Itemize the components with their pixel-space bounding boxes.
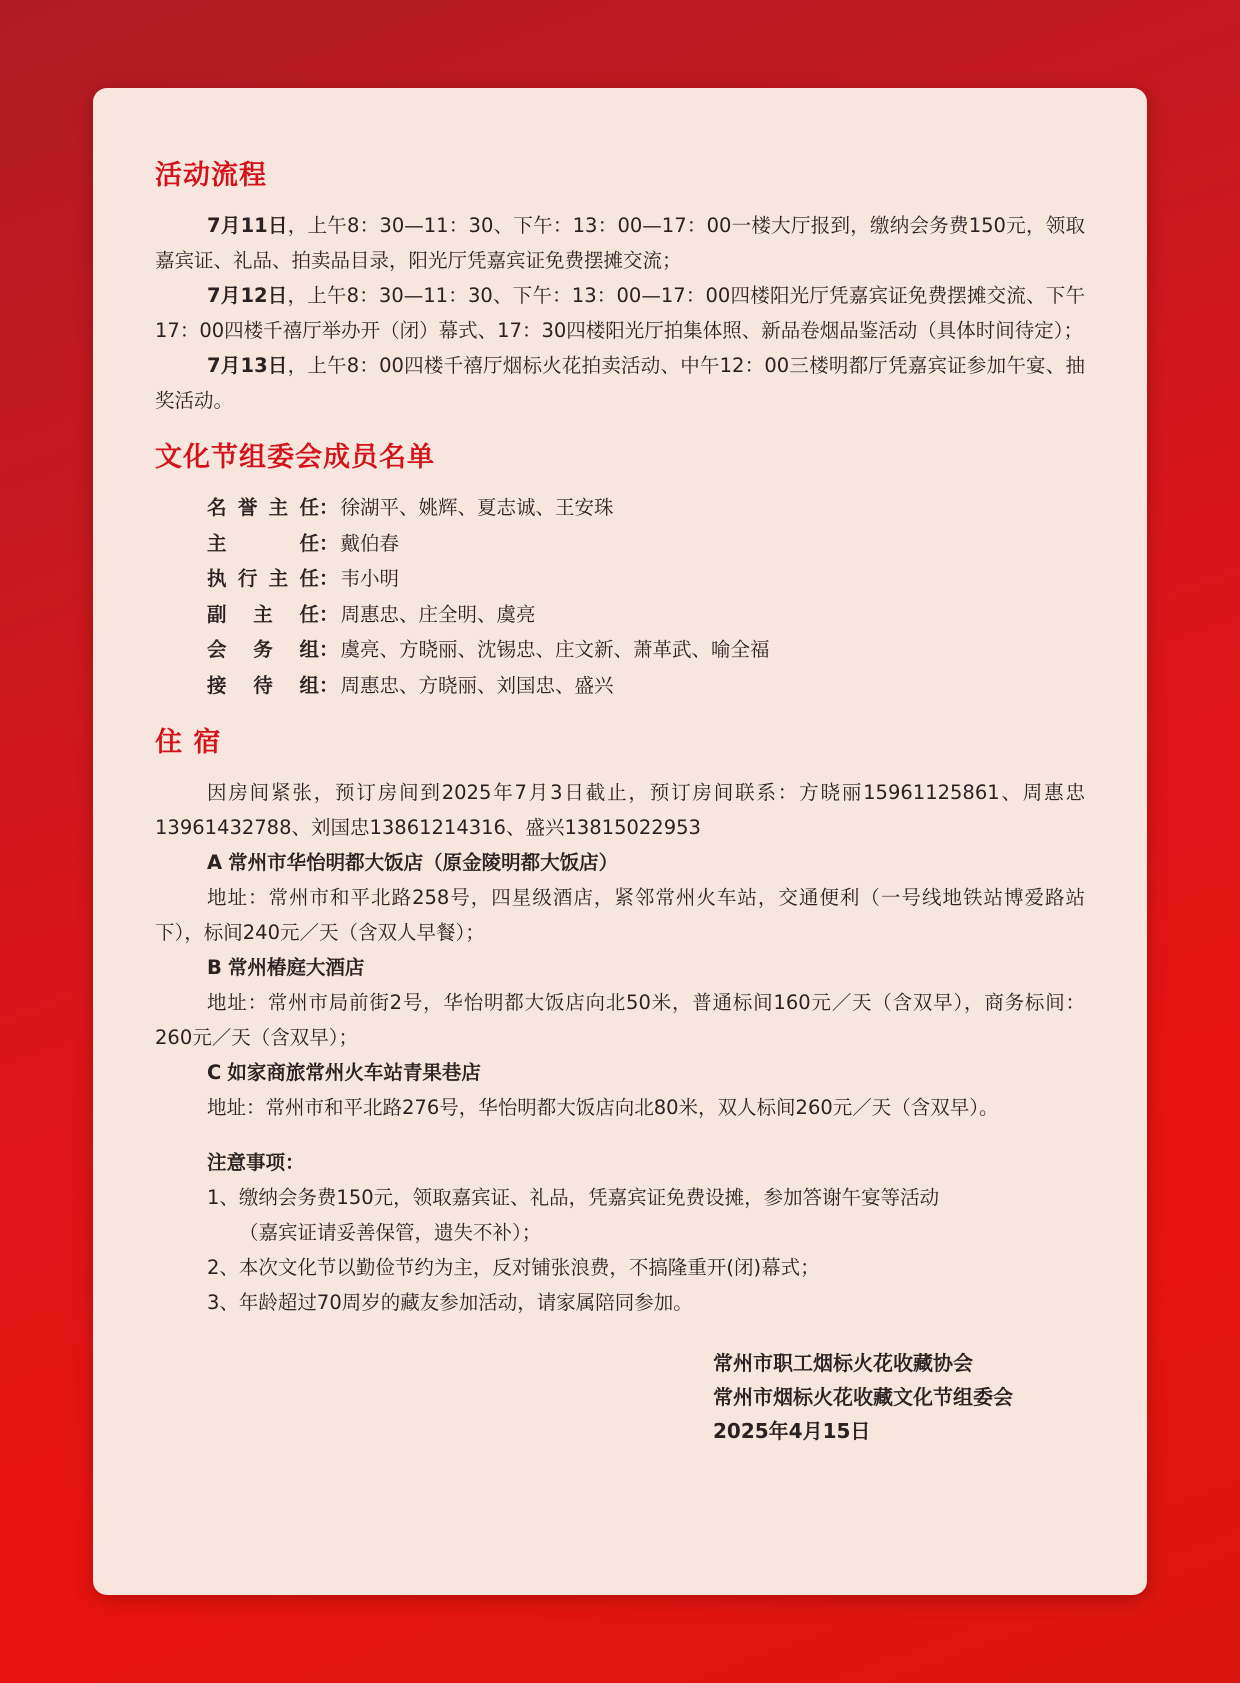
hotel-name (155, 1055, 1085, 1090)
member-role: 接待组 (207, 673, 319, 697)
member-colon: ： (319, 496, 339, 519)
member-role: 执行主任 (207, 567, 319, 590)
notice-item: 1、缴纳会务费150元，领取嘉宾证、礼品，凭嘉宾证免费设摊，参加答谢午宴等活动 (207, 1186, 940, 1209)
schedule-date: 7月12日 (207, 284, 288, 307)
committee-title: 文化节组委会成员名单 (155, 442, 435, 473)
signature-org: 常州市职工烟标火花收藏协会 (713, 1351, 973, 1375)
schedule-item (155, 208, 1085, 278)
signature-date: 2025年4月15日 (713, 1419, 871, 1443)
signature-block (713, 1346, 1013, 1448)
schedule-text: ，上午8：00四楼千禧厅烟标火花拍卖活动、中午12：00三楼明都厅凭嘉宾证参加午宴、抽奖活动。 (155, 354, 1085, 412)
member-names: 戴伯春 (340, 531, 400, 555)
hotel-name-text: 如家商旅常州火车站青果巷店 (227, 1061, 481, 1084)
member-colon: ： (319, 638, 339, 661)
signature-org: 常州市烟标火花收藏文化节组委会 (713, 1385, 1013, 1409)
notice-continuation: （嘉宾证请妥善保管，遗失不补）； (239, 1221, 542, 1244)
hotel-letter: C (207, 1061, 222, 1084)
committee-member-row (155, 526, 1085, 562)
committee-member-row (155, 632, 1085, 668)
hotel-letter: A (207, 851, 223, 874)
hotel-address: 地址：常州市局前街2号，华怡明都大饭店向北50米，普通标间160元／天（含双早），商务标间：260元／天（含双早）； (155, 991, 1085, 1049)
schedule-title: 活动流程 (155, 160, 267, 191)
notice-item: 3、年龄超过70周岁的藏友参加活动，请家属陪同参加。 (207, 1291, 693, 1314)
member-colon: ： (319, 531, 339, 555)
member-colon: ： (319, 567, 339, 590)
member-colon: ： (319, 602, 339, 626)
member-names: 徐湖平、姚辉、夏志诚、王安珠 (340, 496, 614, 519)
document-content (155, 158, 1085, 1320)
schedule-text: ，上午8：30—11：30、下午：13：00—17：00四楼阳光厅凭嘉宾证免费摆摊交流、下午17：00四楼千禧厅举办开（闭）幕式、17：30四楼阳光厅拍集体照、新品卷烟品鉴活动（具体时间待定）； (155, 284, 1085, 342)
member-names: 周惠忠、方晓丽、刘国忠、盛兴 (340, 673, 614, 697)
notice-item-continued (155, 1215, 1085, 1250)
schedule-item (155, 278, 1085, 348)
notice-title: 注意事项： (207, 1151, 305, 1174)
committee-member-row (155, 490, 1085, 526)
schedule-item (155, 348, 1085, 418)
document-card (93, 88, 1147, 1595)
hotel-address: 地址：常州市和平北路258号，四星级酒店，紧邻常州火车站，交通便利（一号线地铁站博爱路站下），标间240元／天（含双人早餐）； (155, 886, 1085, 944)
member-names: 周惠忠、庄全明、虞亮 (340, 602, 536, 626)
schedule-date: 7月11日 (207, 214, 288, 237)
member-role: 主任 (207, 531, 319, 555)
member-colon: ： (319, 673, 339, 697)
member-names: 虞亮、方晓丽、沈锡忠、庄文新、萧革武、喻全福 (340, 638, 770, 661)
hotel-address: 地址：常州市和平北路276号，华怡明都大饭店向北80米，双人标间260元／天（含双早）。 (207, 1096, 999, 1119)
committee-member-row (155, 561, 1085, 597)
hotel-letter: B (207, 956, 222, 979)
schedule-text: ，上午8：30—11：30、下午：13：00—17：00一楼大厅报到，缴纳会务费150元，领取嘉宾证、礼品、拍卖品目录，阳光厅凭嘉宾证免费摆摊交流； (155, 214, 1085, 272)
member-role: 名誉主任 (207, 496, 319, 519)
schedule-date: 7月13日 (207, 354, 288, 377)
hotel-name-text: 常州椿庭大酒店 (227, 956, 365, 979)
notice-item: 2、本次文化节以勤俭节约为主，反对铺张浪费，不搞隆重开(闭)幕式； (207, 1256, 820, 1279)
committee-member-row (155, 668, 1085, 704)
member-role: 副主任 (207, 602, 319, 626)
hotel-name (155, 950, 1085, 985)
member-role: 会务组 (207, 638, 319, 661)
lodging-title: 住 宿 (155, 727, 222, 758)
lodging-intro: 因房间紧张，预订房间到2025年7月3日截止，预订房间联系：方晓丽15961125861、周惠忠13961432788、刘国忠13861214316、盛兴13815022953 (155, 781, 1085, 839)
hotel-name-text: 常州市华怡明都大饭店（原金陵明都大饭店） (228, 851, 619, 874)
hotel-name (155, 845, 1085, 880)
committee-member-row (155, 597, 1085, 633)
member-names: 韦小明 (340, 567, 400, 590)
